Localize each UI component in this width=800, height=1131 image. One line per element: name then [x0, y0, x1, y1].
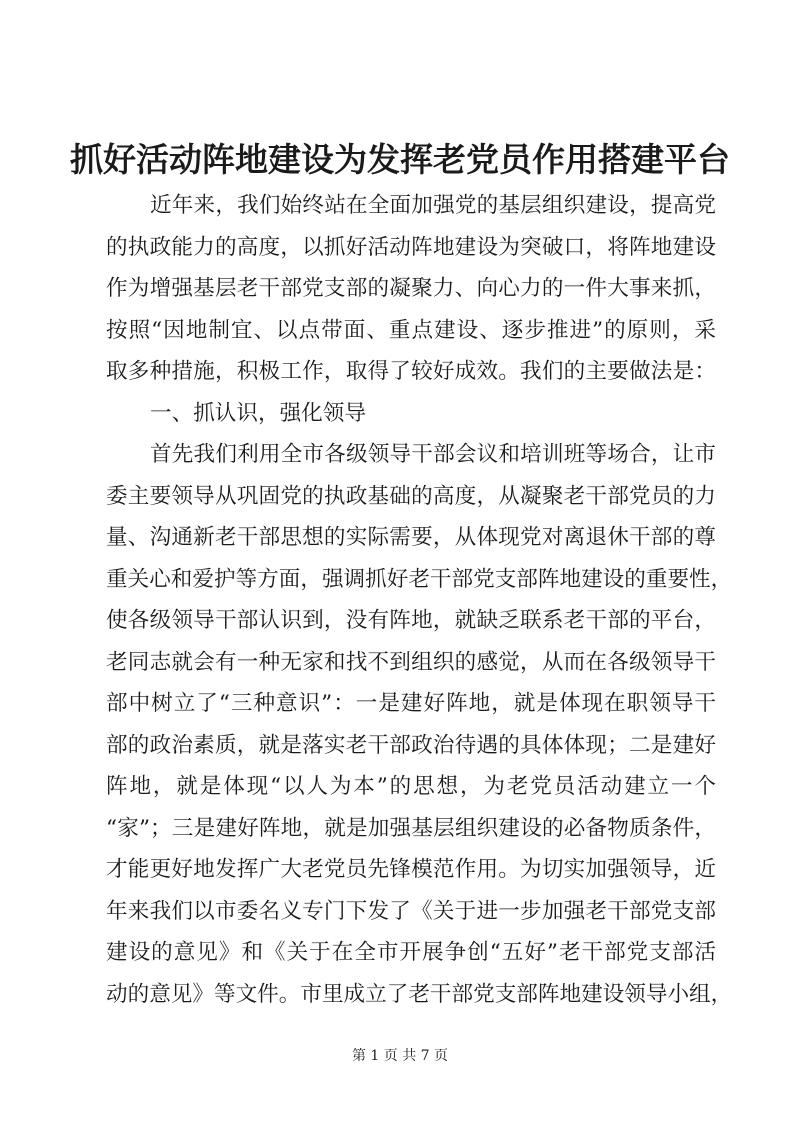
- paragraph-line: 作为增强基层老干部党支部的凝聚力、向心力的一件大事来抓，: [106, 276, 716, 301]
- paragraph-line: 委主要领导从巩固党的执政基础的高度，从凝聚老干部党员的力: [106, 483, 716, 509]
- paragraph-line: 老同志就会有一种无家和找不到组织的感觉，从而在各级领导干: [106, 649, 716, 675]
- paragraph-line: “家”；三是建好阵地，就是加强基层组织建设的必备物质条件，: [106, 815, 716, 841]
- document-body: [106, 185, 733, 1015]
- paragraph-line: 取多种措施，积极工作，取得了较好成效。我们的主要做法是：: [106, 359, 716, 384]
- paragraph-line: 按照“因地制宜、以点带面、重点建设、逐步推进”的原则，采: [106, 317, 716, 343]
- section-heading: 一、抓认识，强化领导: [150, 400, 366, 426]
- paragraph-line: 量、沟通新老干部思想的实际需要，从体现党对离退休干部的尊: [106, 525, 716, 550]
- paragraph-line: 的执政能力的高度，以抓好活动阵地建设为突破口，将阵地建设: [106, 234, 716, 260]
- paragraph-line: 首先我们利用全市各级领导干部会议和培训班等场合，让市: [150, 442, 716, 467]
- paragraph-line: 建设的意见》和《关于在全市开展争创“五好”老干部党支部活: [106, 940, 716, 965]
- paragraph-line: 动的意见》等文件。市里成立了老干部党支部阵地建设领导小组，: [106, 981, 733, 1007]
- paragraph-line: 才能更好地发挥广大老党员先锋模范作用。为切实加强领导，近: [106, 857, 716, 882]
- paragraph-line: 阵地，就是体现“以人为本”的思想，为老党员活动建立一个: [106, 774, 716, 799]
- document-title: 抓好活动阵地建设为发挥老党员作用搭建平台: [70, 140, 730, 179]
- paragraph-line: 使各级领导干部认识到，没有阵地，就缺乏联系老干部的平台，: [106, 608, 716, 633]
- paragraph-line: 部中树立了“三种意识”：一是建好阵地，就是体现在职领导干: [106, 691, 716, 716]
- page-footer: 第 1 页 共 7 页: [351, 1048, 449, 1064]
- paragraph-line: 重关心和爱护等方面，强调抓好老干部党支部阵地建设的重要性，: [106, 566, 733, 592]
- paragraph-line: 年来我们以市委名义专门下发了《关于进一步加强老干部党支部: [106, 898, 716, 924]
- paragraph-line: 部的政治素质，就是落实老干部政治待遇的具体体现；二是建好: [106, 732, 716, 758]
- paragraph-line: 近年来，我们始终站在全面加强党的基层组织建设，提高党: [150, 193, 716, 218]
